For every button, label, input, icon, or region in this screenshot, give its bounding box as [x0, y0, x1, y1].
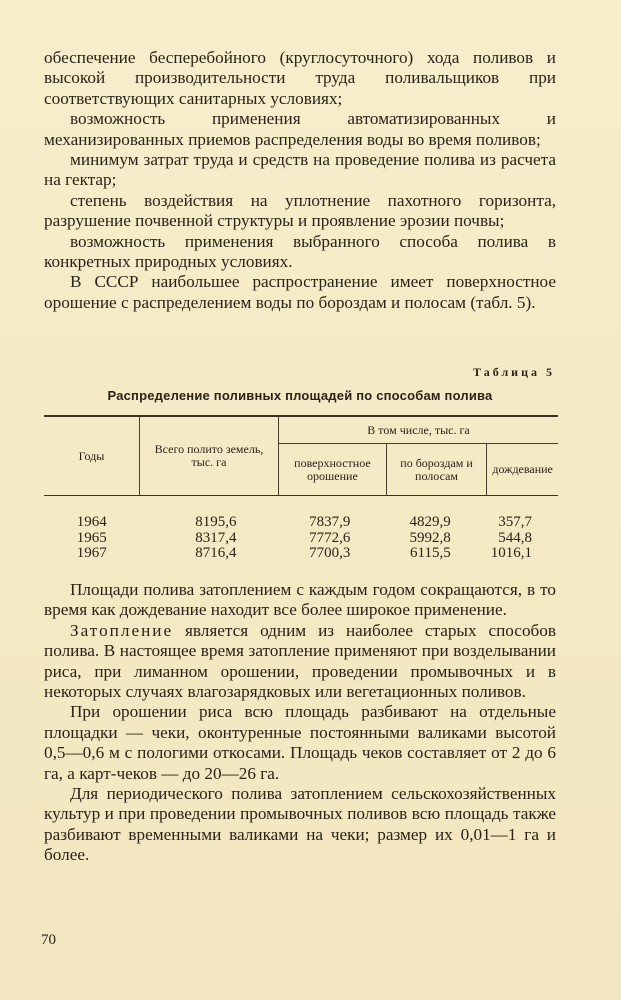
paragraph: возможность применения автоматизированных и механизированных приемов распределения воды во время поливов;	[44, 109, 556, 149]
cell-surface: 7772,6	[309, 529, 351, 546]
paragraph: обеспечение бесперебойного (круглосуточного) хода поливов и высокой производительности труда поливальщиков при соответствующих санитарных условиях;	[44, 48, 556, 108]
cell-furrows: 5992,8	[409, 529, 451, 546]
text-block-top	[44, 48, 556, 313]
term-flooding: Затопление	[70, 620, 174, 640]
page-number: 70	[41, 932, 56, 948]
column-header-sprinkling: дождевание	[487, 444, 558, 496]
cell-year: 1967	[76, 545, 107, 561]
cell-total: 8716,4	[195, 545, 237, 561]
cell-surface: 7700,3	[309, 545, 351, 561]
paragraph: В СССР наибольшее распространение имеет поверхностное орошение с распределением воды по бороздам и полосам (табл. 5).	[44, 272, 556, 312]
cell-total: 8195,6	[195, 514, 237, 530]
column-header-surface: поверхностное орошение	[294, 455, 371, 483]
column-header-total: Всего полито земель, тыс. га	[140, 416, 279, 496]
table-label: Таблица 5	[473, 365, 555, 379]
paragraph-text: является одним из наиболее старых способов полива. В настоящее время затопление применяют при возделывании риса, при лиманном орошении, проведении промывочных и в некоторых случаях влагозарядковых или вегетационных поливов.	[44, 620, 556, 702]
table-title: Распределение поливных площадей по способам полива	[107, 388, 493, 403]
column-header-furrows: по бороздам и полосам	[386, 444, 486, 496]
table-row	[44, 531, 558, 547]
irrigation-table	[44, 415, 558, 562]
paragraph: возможность применения выбранного способа полива в конкретных природных условиях.	[44, 231, 556, 272]
paragraph	[44, 621, 556, 703]
column-header-group: В том числе, тыс. га	[279, 416, 559, 444]
paragraph: минимум затрат труда и средств на проведение полива из расчета на гектар;	[44, 150, 556, 190]
paragraph: Площади полива затоплением с каждым годом сокращаются, в то время как дождевание находит все более широкое применение.	[44, 580, 556, 620]
paragraph: степень воздействия на уплотнение пахотного горизонта, разрушение почвенной структуры и проявление эрозии почвы;	[44, 190, 556, 231]
paragraph: При орошении риса всю площадь разбивают на отдельные площадки — чеки, оконтуренные постоянными валиками высотой 0,5—0,6 м с пологими откосами. Площадь чеков составляет от 2 до 6 га, а карт-чеков — до 20—26 га.	[44, 702, 556, 783]
cell-sprinkling: 357,7	[498, 514, 532, 530]
cell-furrows: 6115,5	[410, 545, 451, 561]
text-block-bottom	[44, 580, 556, 866]
cell-sprinkling: 1016,1	[490, 545, 532, 561]
cell-sprinkling: 544,8	[498, 529, 532, 546]
cell-furrows: 4829,9	[409, 514, 451, 530]
cell-year: 1964	[76, 514, 107, 530]
cell-surface: 7837,9	[309, 514, 351, 530]
data-table	[44, 415, 558, 562]
column-header-year: Годы	[44, 416, 140, 496]
table-row	[44, 496, 558, 531]
cell-total: 8317,4	[195, 529, 237, 546]
cell-year: 1965	[76, 529, 107, 546]
paragraph: Для периодического полива затоплением сельскохозяйственных культур и при проведении промывочных поливов всю площадь также разбивают временными валиками на чеки; размер их 0,01—1 га и более.	[44, 784, 556, 865]
table-row	[44, 546, 558, 562]
